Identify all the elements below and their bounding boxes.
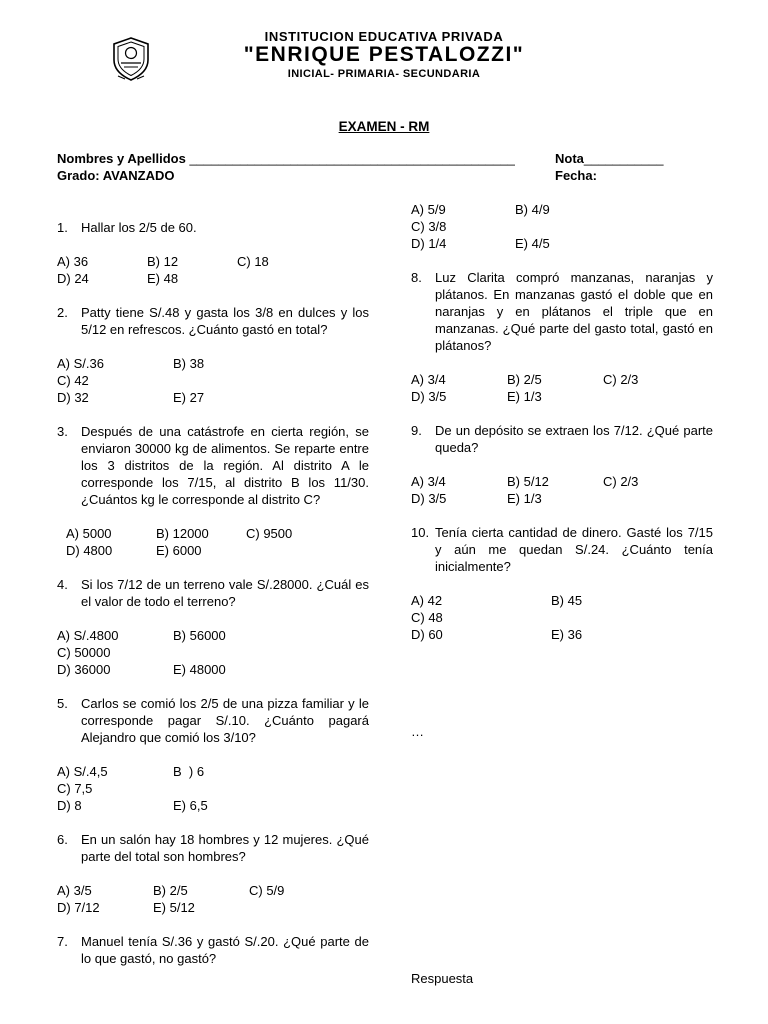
options-row <box>57 253 369 270</box>
option: E) 6000 <box>156 543 202 558</box>
question-8 <box>411 269 713 405</box>
option: B) 45 <box>551 593 583 608</box>
question-2-options <box>57 355 369 406</box>
left-column <box>57 219 369 984</box>
question-7 <box>57 933 369 967</box>
option: B) 5/12 <box>507 474 549 489</box>
option: E) 4/5 <box>515 236 550 251</box>
options-row <box>57 355 369 389</box>
option: E) 48000 <box>173 662 226 677</box>
question-number: 1. <box>57 220 68 235</box>
options-row <box>57 763 369 797</box>
option: D) 8 <box>57 798 82 813</box>
exam-title: EXAMEN - RM <box>338 119 430 134</box>
option: E) 6,5 <box>173 798 208 813</box>
question-9 <box>411 422 713 507</box>
question-number: 7. <box>57 934 68 949</box>
question-4-options <box>57 627 369 678</box>
options-row <box>57 661 369 678</box>
question-7-options <box>411 201 713 252</box>
option: E) 1/3 <box>507 389 542 404</box>
student-info-section <box>57 150 712 184</box>
question-text: De un depósito se extraen los 7/12. ¿Qué parte queda? <box>435 423 713 455</box>
option: B ) 6 <box>173 764 205 779</box>
option: A) 5/9 <box>411 202 446 217</box>
options-row <box>66 525 369 542</box>
question-number: 10. <box>411 525 430 540</box>
option: C) 3/8 <box>411 219 447 234</box>
options-row <box>411 490 713 507</box>
option: D) 7/12 <box>57 900 100 915</box>
option: C) 9500 <box>246 526 293 541</box>
option: B) 12 <box>147 254 179 269</box>
option: C) 7,5 <box>57 781 93 796</box>
question-number: 4. <box>57 577 68 592</box>
question-5 <box>57 695 369 814</box>
option: B) 38 <box>173 356 205 371</box>
option: D) 60 <box>411 627 443 642</box>
question-number: 8. <box>411 270 422 285</box>
institution-type-line: INSTITUCION EDUCATIVA PRIVADA <box>264 29 504 44</box>
option: A) S/.4,5 <box>57 764 108 779</box>
option: B) 56000 <box>173 628 226 643</box>
option: A) 36 <box>57 254 89 269</box>
option: D) 36000 <box>57 662 111 677</box>
grado-fecha-row <box>57 167 712 184</box>
option: B) 2/5 <box>153 883 188 898</box>
option: E) 5/12 <box>153 900 195 915</box>
option: D) 32 <box>57 390 89 405</box>
option: E) 1/3 <box>507 491 542 506</box>
question-6-options <box>57 882 369 916</box>
option: C) 2/3 <box>603 372 639 387</box>
options-row <box>411 388 713 405</box>
grado-label: Grado: AVANZADO <box>57 168 175 183</box>
question-number: 5. <box>57 696 68 711</box>
option: B) 4/9 <box>515 202 550 217</box>
question-text: Luz Clarita compró manzanas, naranjas y plátanos. En manzanas gastó el doble que en naranjas y en plátanos el triple que en manzanas. ¿Qué parte del gasto total, gastó en plátanos? <box>435 270 713 353</box>
question-text: Manuel tenía S/.36 y gastó S/.20. ¿Qué parte de lo que gastó, no gastó? <box>81 934 369 966</box>
question-2 <box>57 304 369 406</box>
question-10-options <box>411 592 713 643</box>
question-text: Tenía cierta cantidad de dinero. Gasté los 7/15 y aún me quedan S/.24. ¿Cuánto tenía inicialmente? <box>435 525 713 574</box>
options-row <box>57 627 369 661</box>
option: A) 5000 <box>66 526 112 541</box>
question-text: Carlos se comió los 2/5 de una pizza familiar y le corresponde pagar S/.10. ¿Cuánto pagará Alejandro que comió los 3/10? <box>81 696 369 745</box>
option: C) 18 <box>237 254 269 269</box>
document-header <box>0 28 768 83</box>
option: E) 48 <box>147 271 179 286</box>
option: D) 3/5 <box>411 389 447 404</box>
option: E) 27 <box>173 390 205 405</box>
option: C) 50000 <box>57 645 111 660</box>
option: C) 48 <box>411 610 443 625</box>
options-row <box>66 542 369 559</box>
options-row <box>411 235 713 252</box>
question-text: Después de una catástrofe en cierta región, se enviaron 30000 kg de alimentos. Se reparte entre los 3 distritos de la región. Al distrito A le corresponde los 7/15, al distrito B los 11/30. ¿Cuántos kg le corresponde al distrito C? <box>81 424 369 507</box>
names-nota-row <box>57 150 712 167</box>
option: D) 4800 <box>66 543 113 558</box>
options-row <box>57 882 369 899</box>
question-text: En un salón hay 18 hombres y 12 mujeres. ¿Qué parte del total son hombres? <box>81 832 369 864</box>
option: D) 1/4 <box>411 236 447 251</box>
option: A) 3/4 <box>411 372 446 387</box>
question-number: 6. <box>57 832 68 847</box>
option: E) 36 <box>551 627 583 642</box>
question-4 <box>57 576 369 678</box>
options-row <box>411 473 713 490</box>
question-10 <box>411 524 713 643</box>
question-5-options <box>57 763 369 814</box>
right-column <box>411 201 713 740</box>
option: A) S/.36 <box>57 356 104 371</box>
question-1-options <box>57 253 369 287</box>
names-label: Nombres y Apellidos <box>57 151 186 166</box>
option: B) 2/5 <box>507 372 542 387</box>
option: A) 42 <box>411 593 443 608</box>
option: A) 3/5 <box>57 883 92 898</box>
option: D) 3/5 <box>411 491 447 506</box>
school-name: "ENRIQUE PESTALOZZI" <box>243 43 525 66</box>
question-number: 3. <box>57 424 68 439</box>
names-blank-line: _____________________________________________ <box>189 151 515 166</box>
option: A) S/.4800 <box>57 628 119 643</box>
options-row <box>411 371 713 388</box>
option: C) 2/3 <box>603 474 639 489</box>
question-text: Si los 7/12 de un terreno vale S/.28000. ¿Cuál es el valor de todo el terreno? <box>81 577 369 609</box>
options-row <box>411 626 713 643</box>
question-8-options <box>411 371 713 405</box>
question-text: Patty tiene S/.48 y gasta los 3/8 en dulces y los 5/12 en refrescos. ¿Cuánto gastó en total? <box>81 305 369 337</box>
options-row <box>57 797 369 814</box>
question-1 <box>57 219 369 287</box>
options-row <box>57 270 369 287</box>
question-3-options <box>57 525 369 559</box>
respuesta-label: Respuesta <box>411 971 474 986</box>
school-levels-line: INICIAL- PRIMARIA- SECUNDARIA <box>287 68 481 80</box>
question-number: 2. <box>57 305 68 320</box>
fecha-label: Fecha: <box>555 168 597 183</box>
option: A) 3/4 <box>411 474 446 489</box>
options-row <box>57 389 369 406</box>
question-3 <box>57 423 369 559</box>
question-6 <box>57 831 369 916</box>
options-row <box>411 592 713 626</box>
options-row <box>411 201 713 235</box>
question-text: Hallar los 2/5 de 60. <box>81 220 197 235</box>
option: C) 42 <box>57 373 89 388</box>
option: D) 24 <box>57 271 89 286</box>
ellipsis-text: … <box>411 724 424 739</box>
option: C) 5/9 <box>249 883 285 898</box>
options-row <box>57 899 369 916</box>
option: B) 12000 <box>156 526 209 541</box>
school-crest-icon <box>112 36 150 82</box>
nota-label: Nota <box>555 151 584 166</box>
question-number: 9. <box>411 423 422 438</box>
nota-blank-line: ___________ <box>583 151 664 166</box>
question-9-options <box>411 473 713 507</box>
